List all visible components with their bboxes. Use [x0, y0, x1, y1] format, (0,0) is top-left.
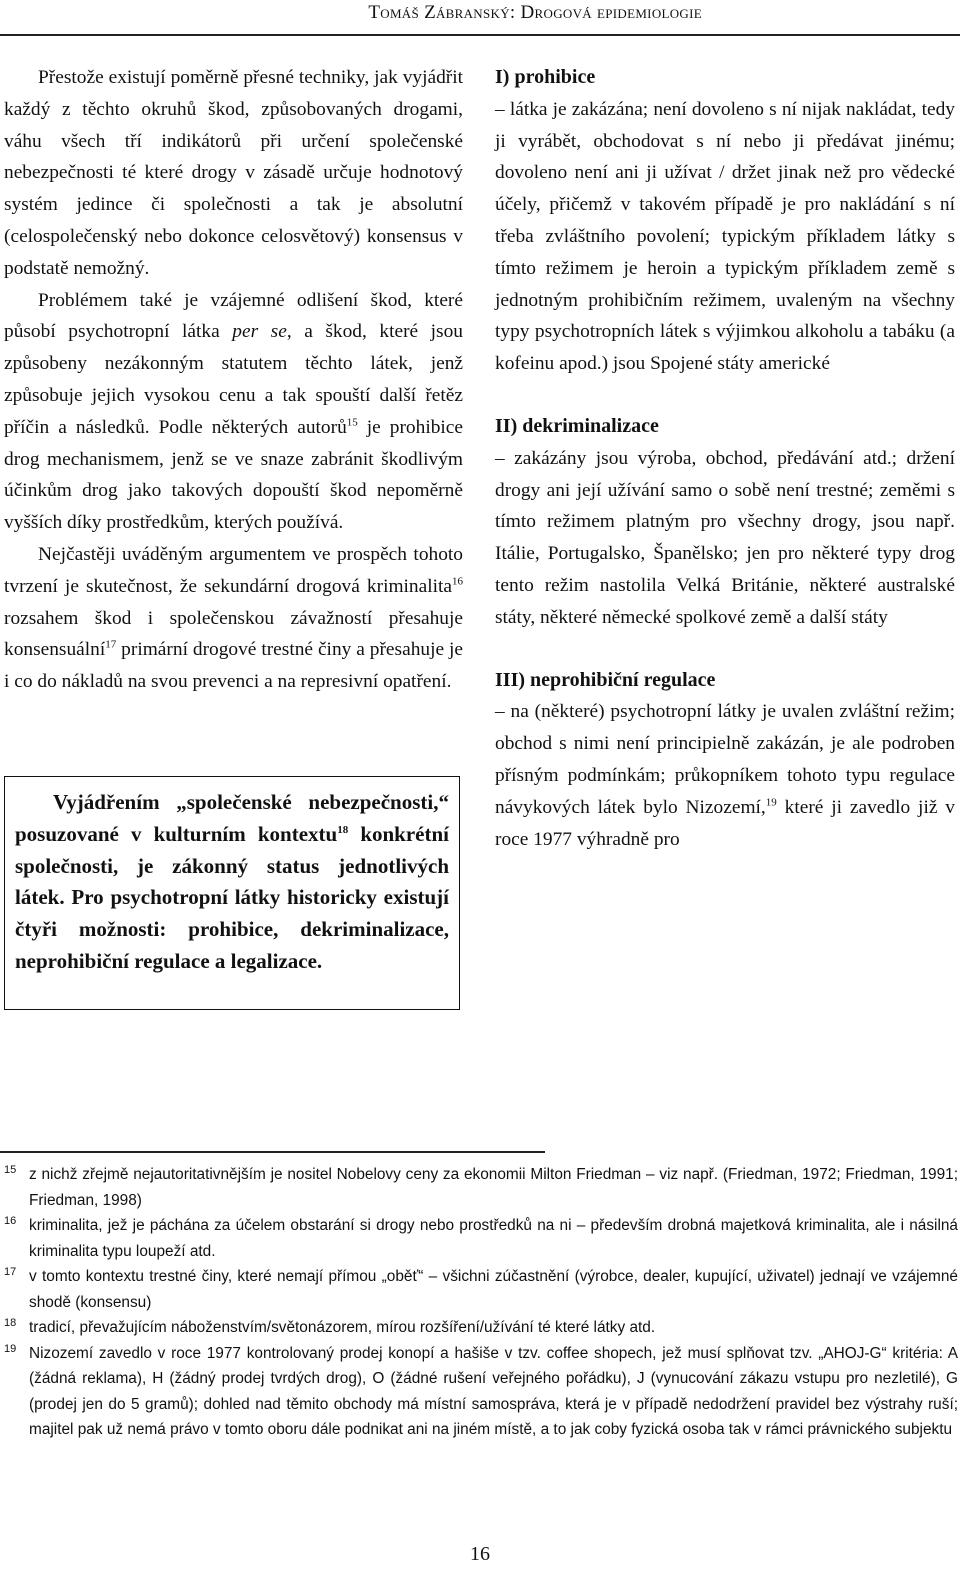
footnote-text: kriminalita, jež je páchána za účelem obstarání si drogy nebo prostředků na ni – především drobná majetková kriminalita, ale i násilná kriminalita typu loupeží atd.: [29, 1217, 958, 1260]
section-text-regulation: – na (některé) psychotropní látky je uvalen zvláštní režim; obchod s nimi není principielně zakázán, je ale podroben přísným podmínkám; průkopníkem tohoto typu regulace návykových látek bylo Nizozemí,$^{19}$ které ji zavedlo již v roce 1977 výhradně pro: [495, 701, 955, 850]
footnote-ref-17[interactable]: 17: [105, 638, 117, 651]
running-header: [0, 0, 960, 37]
footnote: [4, 1341, 958, 1443]
paragraph-intro: Přestože existují poměrně přesné techniky, jak vyjádřit každý z těchto okruhů škod, způsobovaných drogami, váhu všech tří indikátorů při určení společenské nebezpečnosti té které drogy v zásadě určuje hodnotový systém jedince či společnosti a tak je absolutní (celospolečenský nebo dokonce celosvětový) konsensus v podstatě nemožný.: [4, 67, 463, 279]
italic-term: per se: [232, 321, 287, 343]
footnote-number: 19: [4, 1342, 17, 1355]
page-number: 16: [470, 1543, 490, 1565]
right-column: [495, 62, 955, 855]
running-title: Tomáš Zábranský: Drogová epidemiologie: [368, 2, 702, 23]
footnote: [4, 1315, 958, 1341]
footnotes: [4, 1162, 958, 1443]
header-rule: [0, 34, 960, 36]
left-column: [4, 62, 463, 698]
paragraph-harm-distinction: Problémem také je vzájemné odlišení škod, které působí psychotropní látka per se, a škod, které jsou způsobeny nezákonným statutem těchto látek, jenž způsobuje jejich vysokou cenu a tak spouští další řetěz příčin a následků. Podle některých autorů$^{15}$ je prohibice drog mechanismem, jenž se ve snaze zabránit škodlivým účinkům drog jako takových dopouští škod nepoměrně vyšších díky prostředkům, kterých používá.: [4, 289, 464, 534]
section-heading-prohibition: I) prohibice: [495, 66, 596, 88]
footnote-text: v tomto kontextu trestné činy, které nemají přímou „oběť“ – všichni zúčastnění (výrobce, dealer, kupující, uživatel) jednají ve vzájemné shodě (konsensu): [29, 1268, 958, 1311]
footnote-text: z nichž zřejmě nejautoritativnějším je nositel Nobelovy ceny za ekonomii Milton Friedman – viz např. (Friedman, 1972; Friedman, 1991; Friedman, 1998): [29, 1166, 958, 1209]
section-heading-decriminalization: II) dekriminalizace: [495, 414, 659, 437]
footnote-ref-19[interactable]: 19: [765, 796, 777, 809]
footnote-ref-15[interactable]: 15: [346, 416, 358, 429]
footnote: [4, 1162, 958, 1213]
callout-box: [4, 776, 460, 1010]
section-decriminalization: [495, 411, 955, 634]
footnote-text: Nizozemí zavedlo v roce 1977 kontrolovaný prodej konopí a hašiše v tzv. coffee shopech, jež musí splňovat tzv. „AHOJ-G“ kritéria: A (žádná reklama), H (žádný prodej tvrdých drog), O (žádné rušení veřejného pořádku), J (vynucování zákazu vstupu pro nezletilé), G (prodej jen do 5 gramů); dohled nad těmito obchody má místní samospráva, která je v případě nedodržení pravidel bez výstrahy ruší; majitel pak už nemá právo v tomto oboru dále podnikat ani na jiném místě, a to jak coby fyzická osoba tak v rámci právnického subjektu: [29, 1344, 958, 1438]
footnote-ref-18[interactable]: 18: [337, 823, 349, 836]
footnote-ref-16[interactable]: 16: [452, 575, 463, 588]
footnote-number: 18: [4, 1317, 17, 1329]
footnote-number: 15: [4, 1164, 17, 1176]
footnote-text: tradicí, převažujícím náboženstvím/světonázorem, mírou rozšíření/užívání té které látky atd.: [29, 1319, 656, 1336]
footnote: [4, 1213, 958, 1264]
paragraph-secondary-crime: Nejčastěji uváděným argumentem ve prospěch tohoto tvrzení je skutečnost, že sekundární drogová kriminalita$^{16}$ rozsahem škod i společenskou závažností přesahuje konsensuální$^{17}$ primární drogové trestné činy a přesahuje je i co do nákladů na svou prevenci a na represivní opatření.: [4, 543, 463, 693]
section-heading-regulation: III) neprohibiční regulace: [495, 668, 716, 691]
section-text-decriminalization: – zakázány jsou výroba, obchod, předávání atd.; držení drogy ani její užívání samo o sobě není trestné; zeměmi s tímto režimem platným pro všechny drogy, jsou např. Itálie, Portugalsko, Španělsko; jen pro některé typy drog tento režim nastolila Velká Británie, některé australské státy, některé německé spolkové země a další státy: [495, 447, 955, 628]
section-prohibition: [495, 62, 955, 380]
callout-text: Vyjádřením „společenské nebezpečnosti,“ posuzované v kulturním kontextu$^{18}$ konkrétní společnosti, je zákonný status jednotlivých látek. Pro psychotropní látky historicky existují čtyři možnosti: prohibice, dekriminalizace, neprohibiční regulace a legalizace.: [15, 790, 450, 973]
section-text-prohibition: – látka je zakázána; není dovoleno s ní nijak nakládat, tedy ji vyrábět, obchodovat s ní nebo ji předávat jinému; dovoleno není ani ji užívat / držet jinak než pro vědecké účely, přičemž v takovém případě je pro nakládání s ní třeba zvláštního povolení; typickým příkladem látky s tímto režimem je heroin a typickým příkladem země s jednotným prohibičním režimem, uvaleným na všechny typy psychotropních látek s výjimkou alkoholu a tabáku (a kofeinu apod.) jsou Spojené státy americké: [495, 98, 955, 375]
footnote-number: 16: [4, 1215, 17, 1227]
section-regulation: [495, 665, 955, 856]
footnote: [4, 1264, 958, 1315]
footnote-separator: [0, 1151, 545, 1153]
footnote-number: 17: [4, 1266, 17, 1278]
